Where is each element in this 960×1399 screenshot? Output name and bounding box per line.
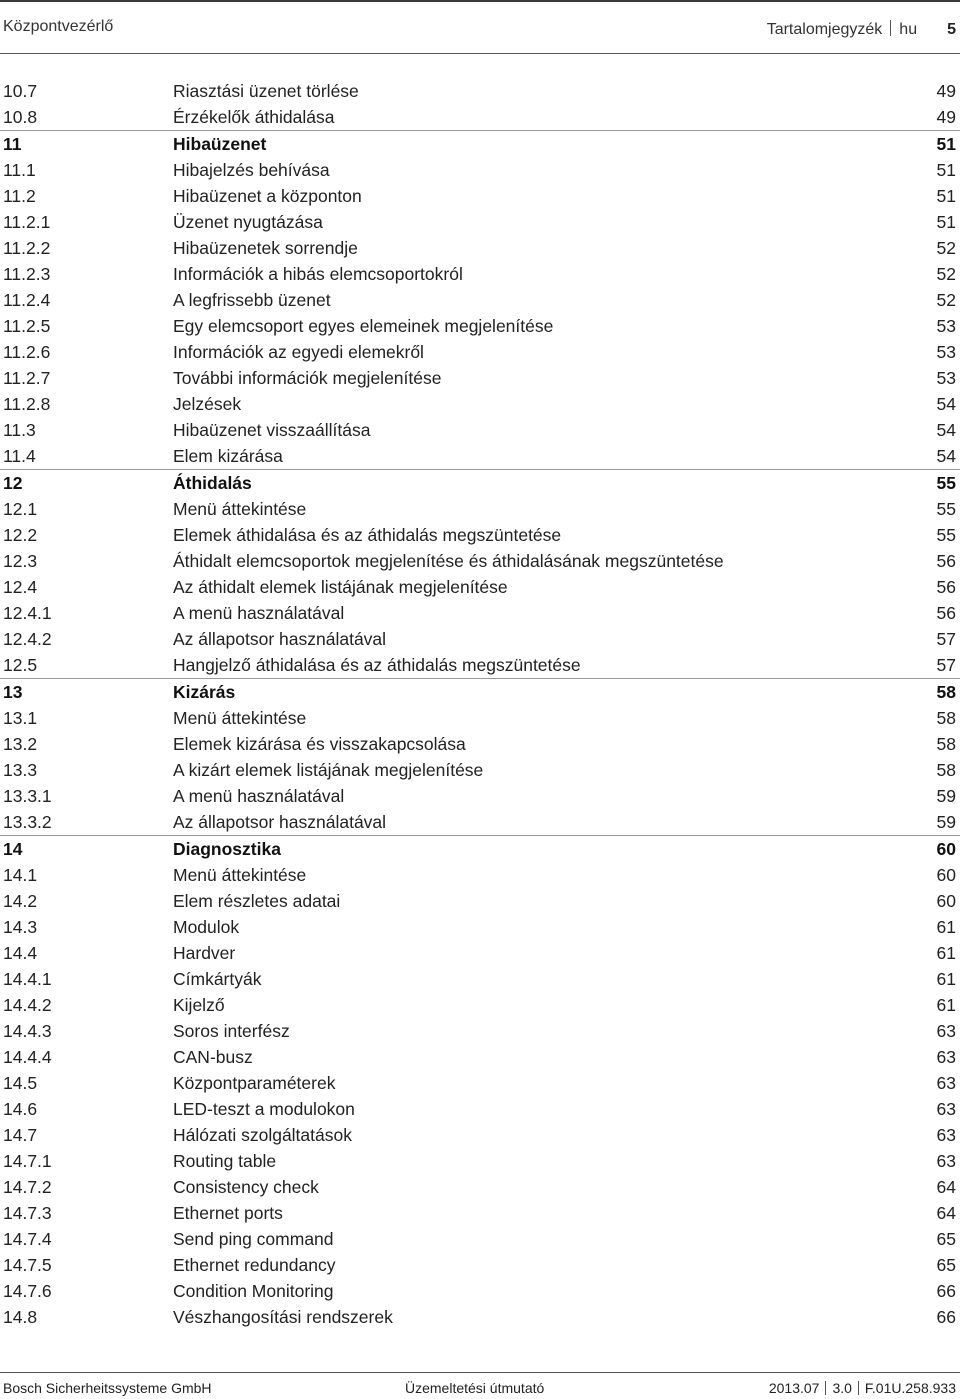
toc-entry-page: 52: [936, 238, 956, 258]
toc-entry[interactable]: [0, 339, 960, 365]
toc-entry-page: 52: [936, 290, 956, 310]
toc-entry-page: 58: [936, 708, 956, 728]
toc-entry-title[interactable]: Vészhangosítási rendszerek: [173, 1307, 393, 1327]
toc-entry[interactable]: [0, 600, 960, 626]
toc-entry-page: 49: [936, 107, 956, 127]
toc-entry-page: 63: [936, 1099, 956, 1119]
toc-entry-page: 53: [936, 368, 956, 388]
toc-entry-number: 12: [3, 473, 23, 493]
toc-entry[interactable]: [0, 261, 960, 287]
footer-doc-type: Üzemeltetési útmutató: [405, 1380, 545, 1396]
toc-entry[interactable]: [0, 157, 960, 183]
toc-entry-page: 57: [936, 655, 956, 675]
toc-entry[interactable]: [0, 1278, 960, 1304]
toc-entry[interactable]: [0, 862, 960, 888]
toc-entry-page: 56: [936, 577, 956, 597]
footer-separator: [858, 1381, 859, 1395]
toc-entry-number: 14.7.3: [3, 1203, 52, 1223]
toc-entry[interactable]: [0, 731, 960, 757]
toc-entry-number: 14.7.5: [3, 1255, 52, 1275]
toc-entry-page: 66: [936, 1281, 956, 1301]
toc-entry-number: 14.4.3: [3, 1021, 52, 1041]
toc-entry[interactable]: [0, 104, 960, 130]
toc-entry-number: 14.7.1: [3, 1151, 52, 1171]
toc-entry-page: 53: [936, 342, 956, 362]
toc-entry-number: 12.4.2: [3, 629, 52, 649]
toc-entry-number: 13.3.1: [3, 786, 52, 806]
toc-entry-title[interactable]: Az áthidalt elemek listájának megjelenítése: [173, 577, 508, 597]
toc-entry[interactable]: [0, 1122, 960, 1148]
toc-entry-number: 11.3: [3, 420, 36, 440]
toc-entry-number: 11.4: [3, 446, 36, 466]
toc-entry[interactable]: [0, 1148, 960, 1174]
toc-entry-number: 13.3: [3, 760, 38, 780]
toc-entry-number: 14.4.2: [3, 995, 52, 1015]
toc-entry[interactable]: [0, 1044, 960, 1070]
toc-entry-number: 12.1: [3, 499, 38, 519]
toc-entry-page: 56: [936, 551, 956, 571]
toc-entry[interactable]: [0, 888, 960, 914]
toc-entry-number: 14.7: [3, 1125, 38, 1145]
toc-entry-number: 14.1: [3, 865, 38, 885]
footer-separator: [825, 1381, 826, 1395]
toc-entry-number: 11.2.5: [3, 316, 51, 336]
toc-entry[interactable]: [0, 652, 960, 678]
toc-entry-number: 12.4.1: [3, 603, 52, 623]
toc-chapter-entry[interactable]: [0, 835, 960, 862]
header-language: hu: [899, 21, 918, 38]
toc-entry-page: 54: [936, 446, 956, 466]
toc-entry[interactable]: [0, 1226, 960, 1252]
toc-entry-title[interactable]: Kijelző: [173, 995, 225, 1015]
toc-entry-page: 51: [936, 212, 956, 232]
toc-entry-title[interactable]: Áthidalt elemcsoportok megjelenítése és áthidalásának megszüntetése: [173, 551, 724, 571]
toc-entry-page: 58: [936, 734, 956, 754]
toc-entry-page: 61: [936, 943, 956, 963]
toc-entry-title[interactable]: Érzékelők áthidalása: [173, 107, 335, 127]
toc-entry-title[interactable]: Routing table: [173, 1151, 277, 1171]
toc-entry[interactable]: [0, 626, 960, 652]
toc-chapter-entry[interactable]: [0, 469, 960, 496]
toc-entry-title[interactable]: Áthidalás: [173, 473, 252, 493]
toc-entry[interactable]: [0, 705, 960, 731]
toc-entry-title[interactable]: Hálózati szolgáltatások: [173, 1125, 352, 1145]
toc-entry-title[interactable]: CAN-busz: [173, 1047, 253, 1067]
toc-entry-page: 58: [936, 682, 956, 702]
toc-entry[interactable]: [0, 1304, 960, 1330]
toc-entry-page: 54: [936, 394, 956, 414]
toc-entry-page: 53: [936, 316, 956, 336]
footer-doc-id: F.01U.258.933: [864, 1380, 956, 1396]
toc-entry-number: 10.8: [3, 107, 38, 127]
toc-entry-title[interactable]: Modulok: [173, 917, 240, 937]
toc-entry-title[interactable]: Információk a hibás elemcsoportokról: [173, 264, 463, 284]
toc-entry[interactable]: [0, 496, 960, 522]
toc-entry-title[interactable]: Hibaüzenet a központon: [173, 186, 362, 206]
toc-entry-number: 11.1: [3, 160, 36, 180]
toc-entry[interactable]: [0, 183, 960, 209]
toc-entry[interactable]: [0, 1200, 960, 1226]
toc-entry[interactable]: [0, 809, 960, 835]
toc-entry[interactable]: [0, 1174, 960, 1200]
toc-entry-title[interactable]: Menü áttekintése: [173, 865, 307, 885]
toc-entry-page: 63: [936, 1073, 956, 1093]
toc-entry-page: 51: [936, 134, 956, 154]
toc-entry-title[interactable]: Jelzések: [173, 394, 242, 414]
toc-entry-title[interactable]: Az állapotsor használatával: [173, 812, 387, 832]
toc-entry-title[interactable]: LED-teszt a modulokon: [173, 1099, 355, 1119]
toc-entry-title[interactable]: Consistency check: [173, 1177, 319, 1197]
toc-entry[interactable]: [0, 443, 960, 469]
toc-entry-page: 55: [936, 499, 956, 519]
toc-entry-page: 66: [936, 1307, 956, 1327]
footer-company: Bosch Sicherheitssysteme GmbH: [3, 1380, 212, 1396]
header-product-title: Központvezérlő: [3, 18, 114, 35]
toc-entry[interactable]: [0, 914, 960, 940]
header-section-info: [767, 18, 956, 39]
toc-entry-title[interactable]: A kizárt elemek listájának megjelenítése: [173, 760, 484, 780]
header-separator: [890, 20, 891, 36]
toc-entry-title[interactable]: Ethernet redundancy: [173, 1255, 336, 1275]
toc-entry[interactable]: [0, 313, 960, 339]
header-page-number: 5: [947, 21, 956, 38]
toc-entry-title[interactable]: Hibajelzés behívása: [173, 160, 330, 180]
toc-entry-title[interactable]: Hibaüzenetek sorrendje: [173, 238, 358, 258]
toc-entry-title[interactable]: Condition Monitoring: [173, 1281, 334, 1301]
header-section-title: Tartalomjegyzék: [766, 21, 883, 38]
toc-entry-page: 61: [936, 969, 956, 989]
toc-entry[interactable]: [0, 940, 960, 966]
toc-entry-number: 12.2: [3, 525, 38, 545]
toc-entry-title[interactable]: Üzenet nyugtázása: [173, 212, 323, 232]
toc-entry-page: 59: [936, 812, 956, 832]
toc-entry-page: 58: [936, 760, 956, 780]
toc-entry-title[interactable]: Hardver: [173, 943, 236, 963]
toc-entry[interactable]: [0, 783, 960, 809]
toc-entry-title[interactable]: Menü áttekintése: [173, 499, 307, 519]
toc-entry-number: 11.2.7: [3, 368, 51, 388]
toc-entry-page: 65: [936, 1255, 956, 1275]
toc-entry-page: 56: [936, 603, 956, 623]
toc-entry-title[interactable]: További információk megjelenítése: [173, 368, 442, 388]
footer-version: 3.0: [832, 1380, 852, 1396]
toc-entry-page: 61: [936, 995, 956, 1015]
toc-entry-page: 65: [936, 1229, 956, 1249]
toc-entry-number: 11.2.1: [3, 212, 51, 232]
toc-entry-number: 14.4: [3, 943, 38, 963]
toc-entry-page: 55: [936, 525, 956, 545]
toc-entry[interactable]: [0, 1096, 960, 1122]
toc-entry-title[interactable]: Elemek kizárása és visszakapcsolása: [173, 734, 466, 754]
toc-entry-title[interactable]: Kizárás: [173, 682, 236, 702]
toc-entry-number: 12.3: [3, 551, 38, 571]
toc-entry-number: 14.6: [3, 1099, 38, 1119]
toc-entry-number: 12.5: [3, 655, 38, 675]
toc-entry-title[interactable]: A menü használatával: [173, 786, 345, 806]
toc-entry-number: 14.4.1: [3, 969, 52, 989]
toc-entry[interactable]: [0, 1252, 960, 1278]
toc-entry-title[interactable]: A menü használatával: [173, 603, 345, 623]
toc-entry-title[interactable]: A legfrissebb üzenet: [173, 290, 331, 310]
toc-entry-title[interactable]: Címkártyák: [173, 969, 262, 989]
toc-entry-page: 63: [936, 1047, 956, 1067]
toc-entry-title[interactable]: Soros interfész: [173, 1021, 290, 1041]
toc-entry-page: 63: [936, 1151, 956, 1171]
toc-entry-title[interactable]: Diagnosztika: [173, 839, 281, 859]
toc-entry-number: 10.7: [3, 81, 38, 101]
toc-entry-number: 14.3: [3, 917, 38, 937]
toc-entry[interactable]: [0, 365, 960, 391]
toc-entry-title[interactable]: Menü áttekintése: [173, 708, 307, 728]
toc-chapter-entry[interactable]: [0, 130, 960, 157]
toc-entry-title[interactable]: Elemek áthidalása és az áthidalás megszüntetése: [173, 525, 562, 545]
toc-entry-number: 14: [3, 839, 23, 859]
toc-entry-number: 14.7.6: [3, 1281, 52, 1301]
toc-entry-number: 14.7.4: [3, 1229, 52, 1249]
toc-entry-page: 51: [936, 186, 956, 206]
toc-entry-page: 49: [936, 81, 956, 101]
toc-entry-title[interactable]: Riasztási üzenet törlése: [173, 81, 359, 101]
toc-entry[interactable]: [0, 574, 960, 600]
toc-entry-title[interactable]: Információk az egyedi elemekről: [173, 342, 424, 362]
toc-entry-title[interactable]: Egy elemcsoport egyes elemeinek megjelenítése: [173, 316, 554, 336]
header-rule: [0, 53, 960, 54]
toc-entry-page: 52: [936, 264, 956, 284]
toc-entry-title[interactable]: Send ping command: [173, 1229, 334, 1249]
toc-entry-number: 13: [3, 682, 23, 702]
toc-entry[interactable]: [0, 209, 960, 235]
toc-entry-page: 55: [936, 473, 956, 493]
toc-entry-number: 11.2.2: [3, 238, 51, 258]
toc-entry[interactable]: [0, 992, 960, 1018]
toc-entry-page: 63: [936, 1125, 956, 1145]
toc-entry-page: 57: [936, 629, 956, 649]
toc-entry[interactable]: [0, 235, 960, 261]
toc-entry-title[interactable]: Hibaüzenet: [173, 134, 267, 154]
toc-entry-number: 14.7.2: [3, 1177, 52, 1197]
toc-entry-page: 51: [936, 160, 956, 180]
toc-entry[interactable]: [0, 1070, 960, 1096]
toc-entry-title[interactable]: Központparaméterek: [173, 1073, 336, 1093]
toc-entry-number: 14.4.4: [3, 1047, 52, 1067]
toc-chapter-entry[interactable]: [0, 678, 960, 705]
toc-entry-number: 11.2.3: [3, 264, 51, 284]
toc-entry-title[interactable]: Hibaüzenet visszaállítása: [173, 420, 371, 440]
toc-entry[interactable]: [0, 78, 960, 104]
toc-entry-title[interactable]: Elem kizárása: [173, 446, 283, 466]
toc-entry[interactable]: [0, 966, 960, 992]
toc-entry-page: 59: [936, 786, 956, 806]
toc-entry-page: 61: [936, 917, 956, 937]
toc-entry-title[interactable]: Hangjelző áthidalása és az áthidalás megszüntetése: [173, 655, 581, 675]
footer-date: 2013.07: [768, 1380, 820, 1396]
footer-doc-info: [769, 1380, 956, 1396]
toc-entry-page: 64: [936, 1177, 956, 1197]
toc-entry-title[interactable]: Elem részletes adatai: [173, 891, 341, 911]
page-header: [0, 0, 960, 56]
toc-entry-title[interactable]: Az állapotsor használatával: [173, 629, 387, 649]
toc-entry-number: 11.2: [3, 186, 36, 206]
toc-entry[interactable]: [0, 1018, 960, 1044]
toc-entry-number: 11.2.6: [3, 342, 51, 362]
toc-entry-number: 11: [3, 134, 22, 154]
toc-entry-number: 13.2: [3, 734, 38, 754]
toc-entry-page: 60: [936, 839, 956, 859]
toc-entry-page: 60: [936, 891, 956, 911]
toc-entry-number: 13.3.2: [3, 812, 52, 832]
toc-entry-title[interactable]: Ethernet ports: [173, 1203, 283, 1223]
toc-entry-page: 64: [936, 1203, 956, 1223]
toc-entry-number: 14.8: [3, 1307, 38, 1327]
toc-entry-number: 11.2.4: [3, 290, 51, 310]
toc-entry[interactable]: [0, 287, 960, 313]
footer-rule: [0, 1372, 960, 1373]
toc-entry[interactable]: [0, 548, 960, 574]
toc-entry-number: 13.1: [3, 708, 38, 728]
table-of-contents: [0, 78, 960, 1330]
toc-entry-page: 54: [936, 420, 956, 440]
toc-entry-page: 60: [936, 865, 956, 885]
toc-entry-number: 12.4: [3, 577, 38, 597]
toc-entry[interactable]: [0, 757, 960, 783]
toc-entry-number: 14.2: [3, 891, 38, 911]
toc-entry[interactable]: [0, 417, 960, 443]
toc-entry[interactable]: [0, 522, 960, 548]
toc-entry[interactable]: [0, 391, 960, 417]
toc-entry-number: 14.5: [3, 1073, 38, 1093]
toc-entry-page: 63: [936, 1021, 956, 1041]
toc-entry-number: 11.2.8: [3, 394, 51, 414]
